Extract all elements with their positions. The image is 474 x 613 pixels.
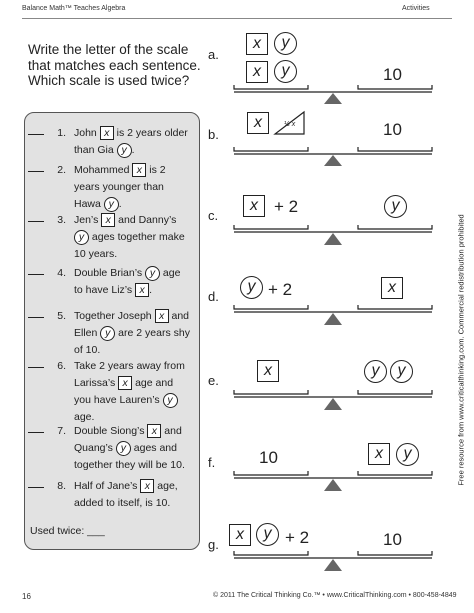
scale-label-b: b. [208,127,219,142]
scale-e-box: x [257,360,279,382]
scale-f-box: x [368,443,390,465]
variable-box: x [147,424,161,438]
scale-b-beam [234,147,432,166]
scale-f-beam [234,471,432,491]
variable-box: x [132,163,146,177]
scale-a-right-value: 10 [383,65,402,84]
variable-circle: y [116,441,131,456]
sentence-number: 5. [57,310,66,322]
scale-a-circle-top: y [274,32,297,55]
scale-label-d: d. [208,289,219,304]
sentence-number: 6. [57,360,66,372]
sentence-text: Take 2 years away from Larissa’s x age and you have Lauren’s y age. [74,360,185,423]
scale-a-circle-bottom: y [274,60,297,83]
variable-circle: y [145,266,160,281]
variable-box: x [118,376,132,390]
scale-g-right-value: 10 [383,530,402,549]
variable-circle: y [163,393,178,408]
sentence-text: John x is 2 years older than Gia y . [74,127,188,156]
scale-d-circle: y [240,276,263,299]
scale-d-box: x [381,277,403,299]
variable-box: x [135,283,149,297]
sentence-number: 7. [57,425,66,437]
scale-label-e: e. [208,373,219,388]
scale-c-box: x [243,195,265,217]
scale-f-left-value: 10 [259,448,278,467]
variable-circle: y [74,230,89,245]
instructions-line-2: that matches each sentence. [28,57,201,73]
scale-e-circle-2: y [390,360,413,383]
scale-f-circle: y [396,443,419,466]
instructions-line-1: Write the letter of the scale [28,42,189,57]
variable-circle: y [104,197,119,212]
variable-circle: y [117,143,132,158]
sentence-number: 3. [57,214,66,226]
scale-a-beam [234,85,432,104]
sentence-text: Together Joseph x and Ellen y are 2 years shy of 10. [74,310,190,356]
sentence-text: Jen’s x and Danny’s y ages together make 10 years. [74,214,185,260]
sentence-number: 2. [57,164,66,176]
footer-copyright: © 2011 The Critical Thinking Co.™ • www.CriticalThinking.com • 800-458-4849 [213,592,457,599]
scale-e-beam [234,390,432,410]
side-note-text: Free resource from www.criticalthinking.com. Commercial redistribution prohibited [456,214,466,486]
variable-box: x [101,213,115,227]
scale-d-left-text: + 2 [268,280,293,299]
scale-label-f: f. [208,455,216,470]
instructions-line-3: Which scale is used twice? [28,73,190,88]
variable-box: x [100,126,114,140]
header-section: Activities [402,5,430,12]
scale-c-beam [234,225,432,245]
header-title: Balance Math™ Teaches Algebra [22,5,126,12]
sentence-text: Double Siong’s x and Quang’s y ages and together they will be 10. [74,425,185,471]
scale-g-box: x [229,524,251,546]
scale-a-box-bottom: x [246,61,268,83]
scale-a-box-top: x [246,33,268,55]
scale-b-right-value: 10 [383,120,402,139]
scale-c-circle: y [384,195,407,218]
sentence-number: 1. [57,127,66,139]
scale-d-beam [234,305,432,325]
scale-g-beam [234,551,432,571]
scale-b-box: x [247,112,269,134]
page-number: 16 [22,592,31,601]
scale-label-g: g. [208,537,219,552]
sentence-text: Double Brian’s y age to have Liz’s x . [74,266,181,297]
side-note [455,130,467,570]
scale-c-left-text: + 2 [274,197,299,216]
scale-label-c: c. [208,208,219,223]
scale-e-circle-1: y [364,360,387,383]
used-twice-prompt: Used twice: ___ [30,525,105,537]
sentence-number: 8. [57,480,66,492]
scale-g-circle: y [256,523,279,546]
variable-box: x [140,479,154,493]
sentence-number: 4. [57,267,66,279]
variable-box: x [155,309,169,323]
scale-g-left-text: + 2 [285,528,310,547]
sentence-text: Mohammed x is 2 years younger than Hawa y . [74,164,166,210]
scale-b-fraction-label: ½ x [284,121,296,128]
scale-label-a: a. [208,47,219,62]
variable-circle: y [100,326,115,341]
sentence-text: Half of Jane’s x age, added to itself, is 10. [74,480,178,509]
